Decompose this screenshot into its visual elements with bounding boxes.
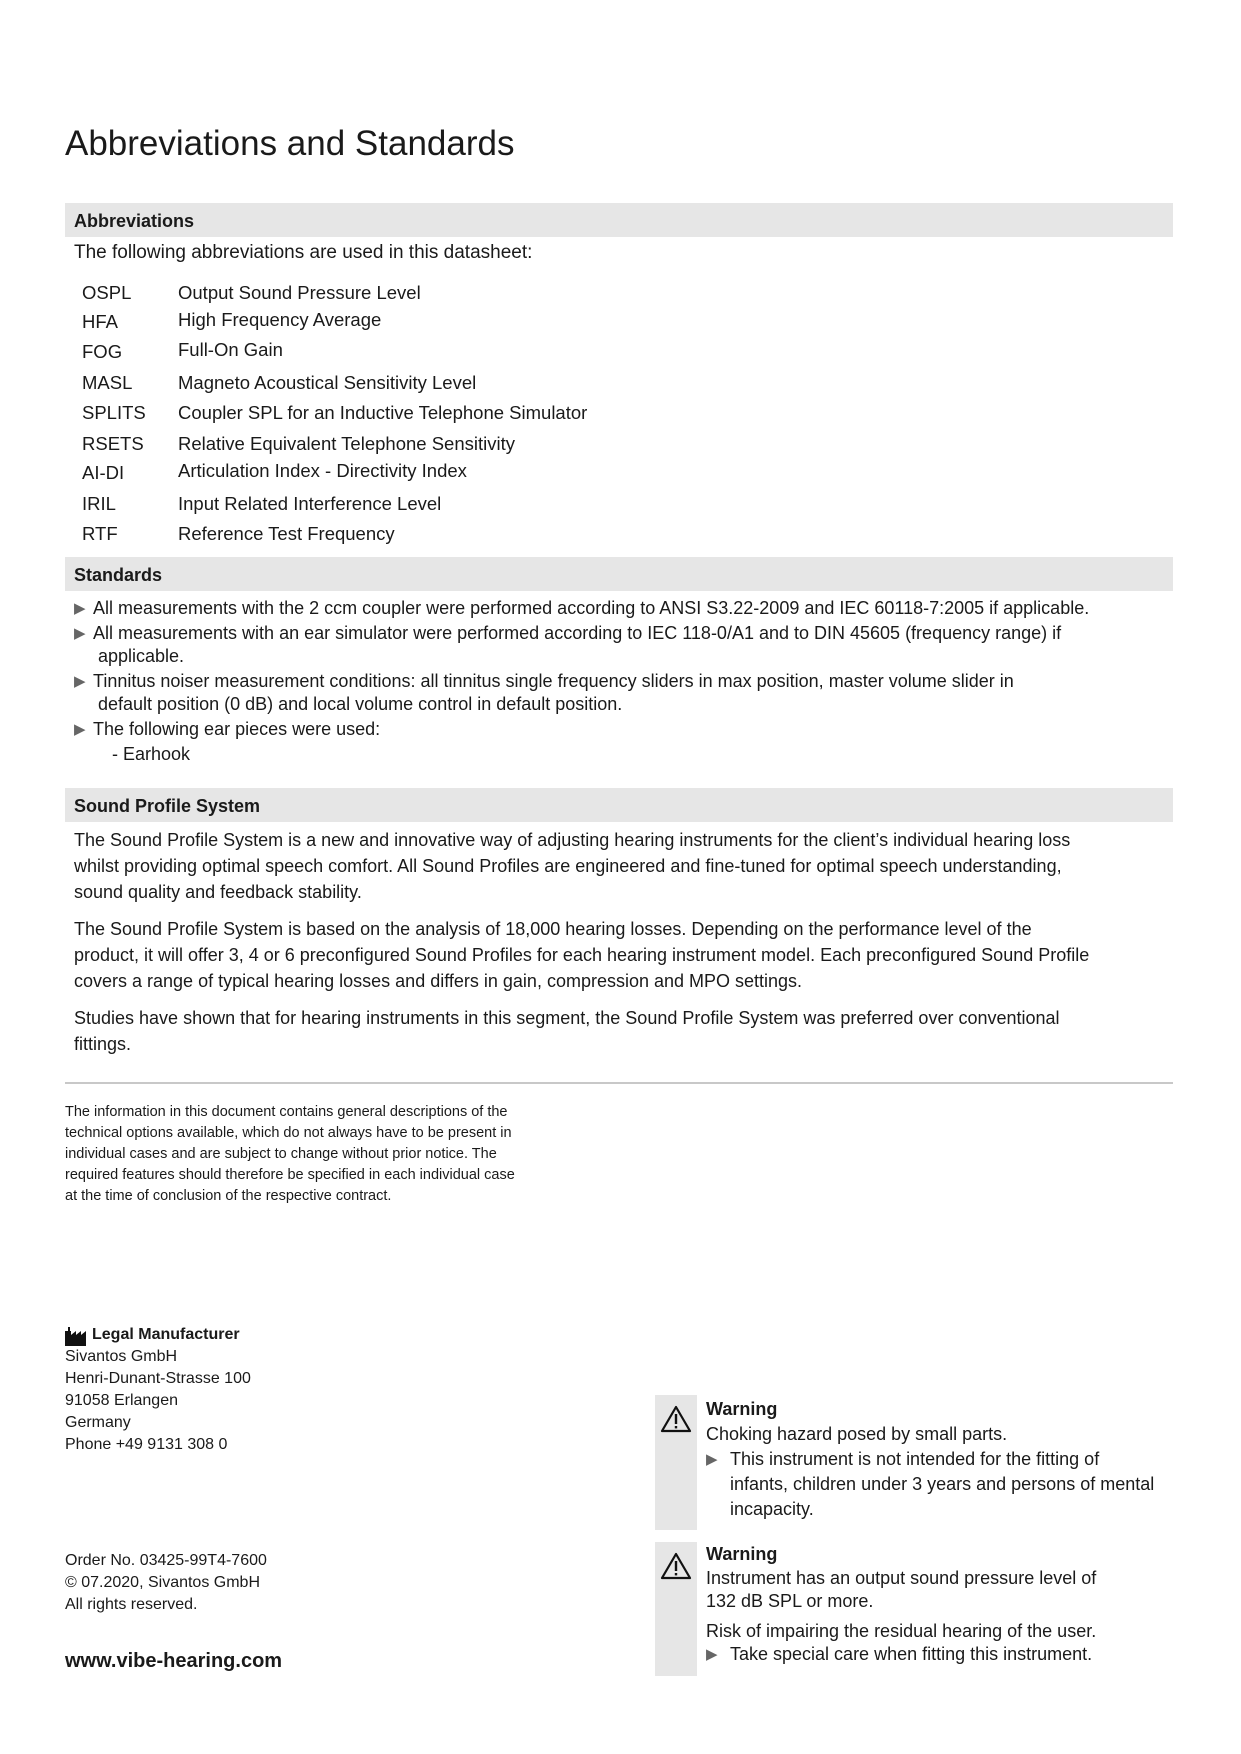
abbreviation-code: AI-DI bbox=[82, 462, 125, 483]
paragraph-line: product, it will offer 3, 4 or 6 preconfigured Sound Profiles for each hearing instrument model. Each preconfigured Sound Profile bbox=[74, 945, 1090, 965]
standards-heading: Standards bbox=[65, 557, 1173, 591]
paragraph-line: The Sound Profile System is a new and innovative way of adjusting hearing instruments for the client’s individual hearing loss bbox=[74, 830, 1071, 850]
bullet-arrow-icon: ▶ bbox=[74, 721, 86, 738]
abbreviation-code: FOG bbox=[82, 341, 123, 362]
abbreviations-intro: The following abbreviations are used in this datasheet: bbox=[74, 242, 533, 263]
copyright: © 07.2020, Sivantos GmbH bbox=[65, 1574, 260, 1591]
bullet-text: The following ear pieces were used: bbox=[93, 719, 381, 739]
abbreviation-desc: Output Sound Pressure Level bbox=[178, 282, 421, 303]
warning-triangle-icon bbox=[660, 1405, 692, 1433]
list-item bbox=[74, 622, 1184, 668]
abbreviation-desc: Relative Equivalent Telephone Sensitivity bbox=[178, 433, 515, 454]
website-link[interactable]: www.vibe-hearing.com bbox=[65, 1650, 283, 1672]
manufacturer-street: Henri-Dunant-Strasse 100 bbox=[65, 1370, 251, 1387]
abbreviation-desc: Articulation Index - Directivity Index bbox=[178, 460, 467, 481]
manufacturer-heading: Legal Manufacturer bbox=[92, 1326, 240, 1343]
disclaimer bbox=[65, 1102, 585, 1207]
warning-content bbox=[706, 1542, 1176, 1666]
abbreviation-desc: Input Related Interference Level bbox=[178, 493, 442, 514]
disclaimer-line: at the time of conclusion of the respective contract. bbox=[65, 1188, 392, 1204]
paragraph-line: fittings. bbox=[74, 1034, 132, 1054]
abbreviation-code: MASL bbox=[82, 372, 133, 393]
warning-title: Warning bbox=[706, 1399, 778, 1419]
warning-bullet-line: Take special care when fitting this instrument. bbox=[730, 1644, 1093, 1664]
bullet-text-continued: applicable. bbox=[98, 646, 185, 666]
order-info bbox=[65, 1550, 267, 1616]
list-item bbox=[74, 670, 1184, 716]
bullet-arrow-icon: ▶ bbox=[74, 625, 86, 642]
warning-bullet bbox=[706, 1643, 1176, 1666]
warning-text: Instrument has an output sound pressure level of bbox=[706, 1568, 1097, 1588]
abbreviation-desc: Magneto Acoustical Sensitivity Level bbox=[178, 372, 477, 393]
warning-bullet-line: incapacity. bbox=[730, 1499, 814, 1519]
list-item bbox=[74, 597, 1184, 620]
warning-content bbox=[706, 1397, 1176, 1522]
warning-title: Warning bbox=[706, 1544, 778, 1564]
manufacturer-country: Germany bbox=[65, 1414, 131, 1431]
sound-profile-heading: Sound Profile System bbox=[65, 788, 1173, 822]
bullet-text: Tinnitus noiser measurement conditions: all tinnitus single frequency sliders in max position, master volume slider in bbox=[93, 671, 1014, 691]
abbreviation-code: SPLITS bbox=[82, 402, 146, 423]
manufacturer-city: 91058 Erlangen bbox=[65, 1392, 178, 1409]
bullet-text: All measurements with an ear simulator were performed according to IEC 118-0/A1 and to DIN 45605 (frequency range) if bbox=[93, 623, 1062, 643]
bullet-arrow-icon: ▶ bbox=[74, 673, 86, 690]
bullet-text-continued: default position (0 dB) and local volume control in default position. bbox=[98, 694, 623, 714]
bullet-arrow-icon: ▶ bbox=[706, 1451, 718, 1468]
abbreviation-desc: Coupler SPL for an Inductive Telephone Simulator bbox=[178, 402, 588, 423]
warning-text: 132 dB SPL or more. bbox=[706, 1591, 874, 1611]
bullet-text: All measurements with the 2 ccm coupler were performed according to ANSI S3.22-2009 and IEC 60118-7:2005 if applicable. bbox=[93, 598, 1090, 618]
rights: All rights reserved. bbox=[65, 1596, 198, 1613]
page-title: Abbreviations and Standards bbox=[65, 124, 515, 163]
paragraph bbox=[74, 1005, 1184, 1057]
bullet-arrow-icon: ▶ bbox=[74, 600, 86, 617]
manufacturer-phone: Phone +49 9131 308 0 bbox=[65, 1436, 228, 1453]
abbreviation-desc: Reference Test Frequency bbox=[178, 523, 395, 544]
abbreviation-desc: High Frequency Average bbox=[178, 309, 382, 330]
abbreviation-code: HFA bbox=[82, 311, 118, 332]
order-number: Order No. 03425-99T4-7600 bbox=[65, 1552, 267, 1569]
paragraph bbox=[74, 916, 1184, 994]
abbreviation-desc: Full-On Gain bbox=[178, 339, 283, 360]
disclaimer-line: The information in this document contains general descriptions of the bbox=[65, 1104, 508, 1120]
horizontal-divider bbox=[65, 1082, 1173, 1084]
paragraph-line: whilst providing optimal speech comfort. All Sound Profiles are engineered and fine-tuned for optimal speech understanding, bbox=[74, 856, 1062, 876]
abbreviation-code: IRIL bbox=[82, 493, 116, 514]
abbreviation-code: OSPL bbox=[82, 282, 132, 303]
bullet-arrow-icon: ▶ bbox=[706, 1646, 718, 1663]
paragraph bbox=[74, 827, 1184, 905]
warning-sidebar bbox=[655, 1542, 697, 1676]
manufacturer-heading-row bbox=[65, 1324, 251, 1346]
warning-bullet bbox=[706, 1447, 1176, 1522]
sub-list-item: - Earhook bbox=[112, 744, 191, 764]
paragraph-line: covers a range of typical hearing losses and differs in gain, compression and MPO settings. bbox=[74, 971, 803, 991]
list-item bbox=[74, 718, 1184, 741]
disclaimer-line: required features should therefore be specified in each individual case bbox=[65, 1167, 515, 1183]
warning-text: Choking hazard posed by small parts. bbox=[706, 1424, 1008, 1444]
paragraph-line: Studies have shown that for hearing instruments in this segment, the Sound Profile System was preferred over conventional bbox=[74, 1008, 1060, 1028]
warning-triangle-icon bbox=[660, 1552, 692, 1580]
disclaimer-line: individual cases and are subject to change without prior notice. The bbox=[65, 1146, 497, 1162]
warning-sidebar bbox=[655, 1395, 697, 1530]
paragraph-line: The Sound Profile System is based on the analysis of 18,000 hearing losses. Depending on the performance level of the bbox=[74, 919, 1032, 939]
abbreviation-code: RSETS bbox=[82, 433, 144, 454]
manufacturer-name: Sivantos GmbH bbox=[65, 1348, 178, 1365]
factory-icon bbox=[65, 1327, 87, 1346]
warning-bullet-line: This instrument is not intended for the fitting of bbox=[730, 1449, 1100, 1469]
paragraph-line: sound quality and feedback stability. bbox=[74, 882, 362, 902]
abbreviations-heading: Abbreviations bbox=[65, 203, 1173, 237]
warning-bullet-line: infants, children under 3 years and persons of mental bbox=[730, 1474, 1155, 1494]
disclaimer-line: technical options available, which do not always have to be present in bbox=[65, 1125, 512, 1141]
abbreviation-code: RTF bbox=[82, 523, 118, 544]
warning-text: Risk of impairing the residual hearing of the user. bbox=[706, 1621, 1097, 1641]
legal-manufacturer bbox=[65, 1324, 251, 1456]
